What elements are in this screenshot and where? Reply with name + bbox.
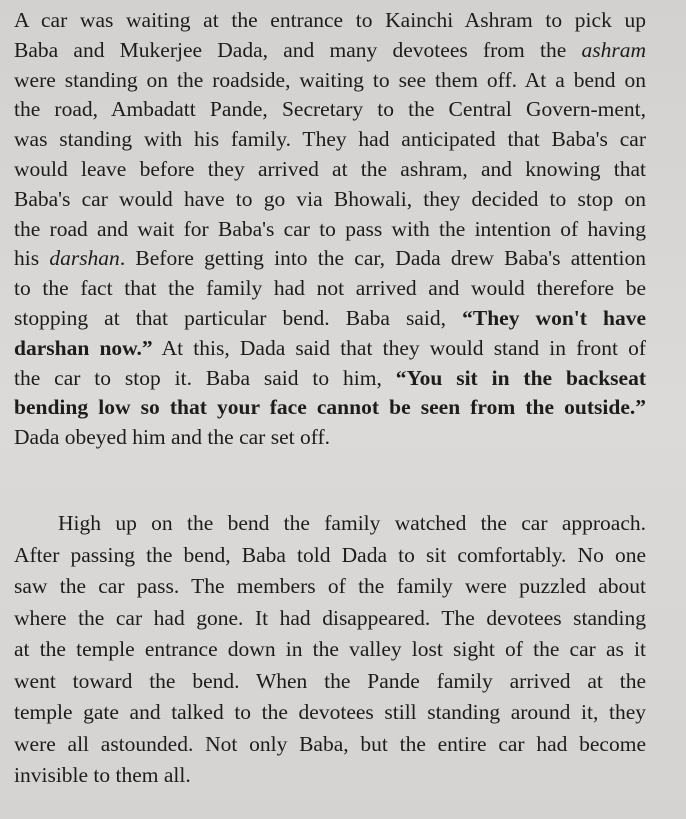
text-line — [14, 364, 646, 394]
text-line — [14, 571, 646, 603]
text-run: at the temple entrance down in the valley lost sight of the car as it — [14, 637, 646, 661]
text-line — [14, 6, 646, 36]
text-run: Baba's car would have to go via Bhowali, they decided to stop on — [14, 186, 646, 211]
text-line — [14, 423, 646, 453]
text-run: went toward the bend. When the Pande family arrived at the — [14, 668, 646, 693]
text-run: stopping at that particular bend. Baba said, — [14, 305, 463, 330]
text-run: to the fact that the family had not arrived and would therefore be — [14, 276, 646, 301]
text-run: . Before getting into the car, Dada drew Baba's attention — [119, 246, 646, 271]
text-line — [14, 66, 646, 96]
text-line — [14, 540, 646, 572]
text-line — [14, 603, 646, 635]
text-run: temple gate and talked to the devotees still standing around it, they — [14, 700, 646, 724]
text-line — [14, 393, 646, 423]
text-run: “You sit in the backseat — [395, 365, 646, 390]
text-run: invisible to them all. — [14, 763, 191, 787]
text-line — [14, 634, 646, 666]
text-line — [14, 95, 646, 125]
text-line — [14, 729, 646, 761]
text-run: were all astounded. Not only Baba, but the entire car had become — [14, 731, 646, 756]
text-line — [14, 666, 646, 698]
text-run: his — [14, 246, 50, 271]
text-line — [14, 697, 646, 729]
text-line — [14, 185, 646, 215]
text-line — [14, 274, 646, 304]
text-run: saw the car pass. The members of the family were puzzled about — [14, 574, 646, 598]
text-run: High up on the bend the family watched the car approach. — [58, 511, 646, 535]
paragraph-2 — [14, 508, 646, 792]
text-run: was standing with his family. They had anticipated that Baba's car — [14, 127, 646, 152]
text-run: Dada obeyed him and the car set off. — [14, 425, 331, 450]
text-run: At this, Dada said that they would stand in front of — [152, 335, 646, 360]
text-run: After passing the bend, Baba told Dada to sit comfortably. No one — [14, 542, 646, 567]
text-run: darshan now.” — [14, 335, 153, 360]
text-line — [14, 760, 646, 792]
text-run: ashram — [581, 37, 646, 62]
text-run: the road and wait for Baba's car to pass with the intention of having — [14, 216, 646, 241]
text-run: “They won't have — [462, 305, 646, 330]
text-line — [14, 304, 646, 334]
text-run: the road, Ambadatt Pande, Secretary to the Central Govern-ment, — [14, 97, 646, 122]
text-line — [14, 508, 646, 540]
text-run: would leave before they arrived at the ashram, and knowing that — [14, 156, 646, 181]
text-run: bending low so that your face cannot be seen from the outside.” — [14, 395, 646, 420]
text-run: were standing on the roadside, waiting to see them off. At a bend on — [14, 67, 646, 92]
paragraph-1 — [14, 6, 646, 453]
text-line — [14, 215, 646, 245]
text-line — [14, 244, 646, 274]
text-line — [14, 334, 646, 364]
text-run: the car to stop it. Baba said to him, — [14, 365, 396, 390]
text-run: A car was waiting at the entrance to Kainchi Ashram to pick up — [14, 8, 646, 32]
text-run: where the car had gone. It had disappeared. The devotees standing — [14, 605, 646, 630]
text-run: darshan — [49, 246, 120, 271]
text-line — [14, 125, 646, 155]
text-run: Baba and Mukerjee Dada, and many devotees from the — [14, 37, 582, 62]
text-line — [14, 36, 646, 66]
text-line — [14, 155, 646, 185]
